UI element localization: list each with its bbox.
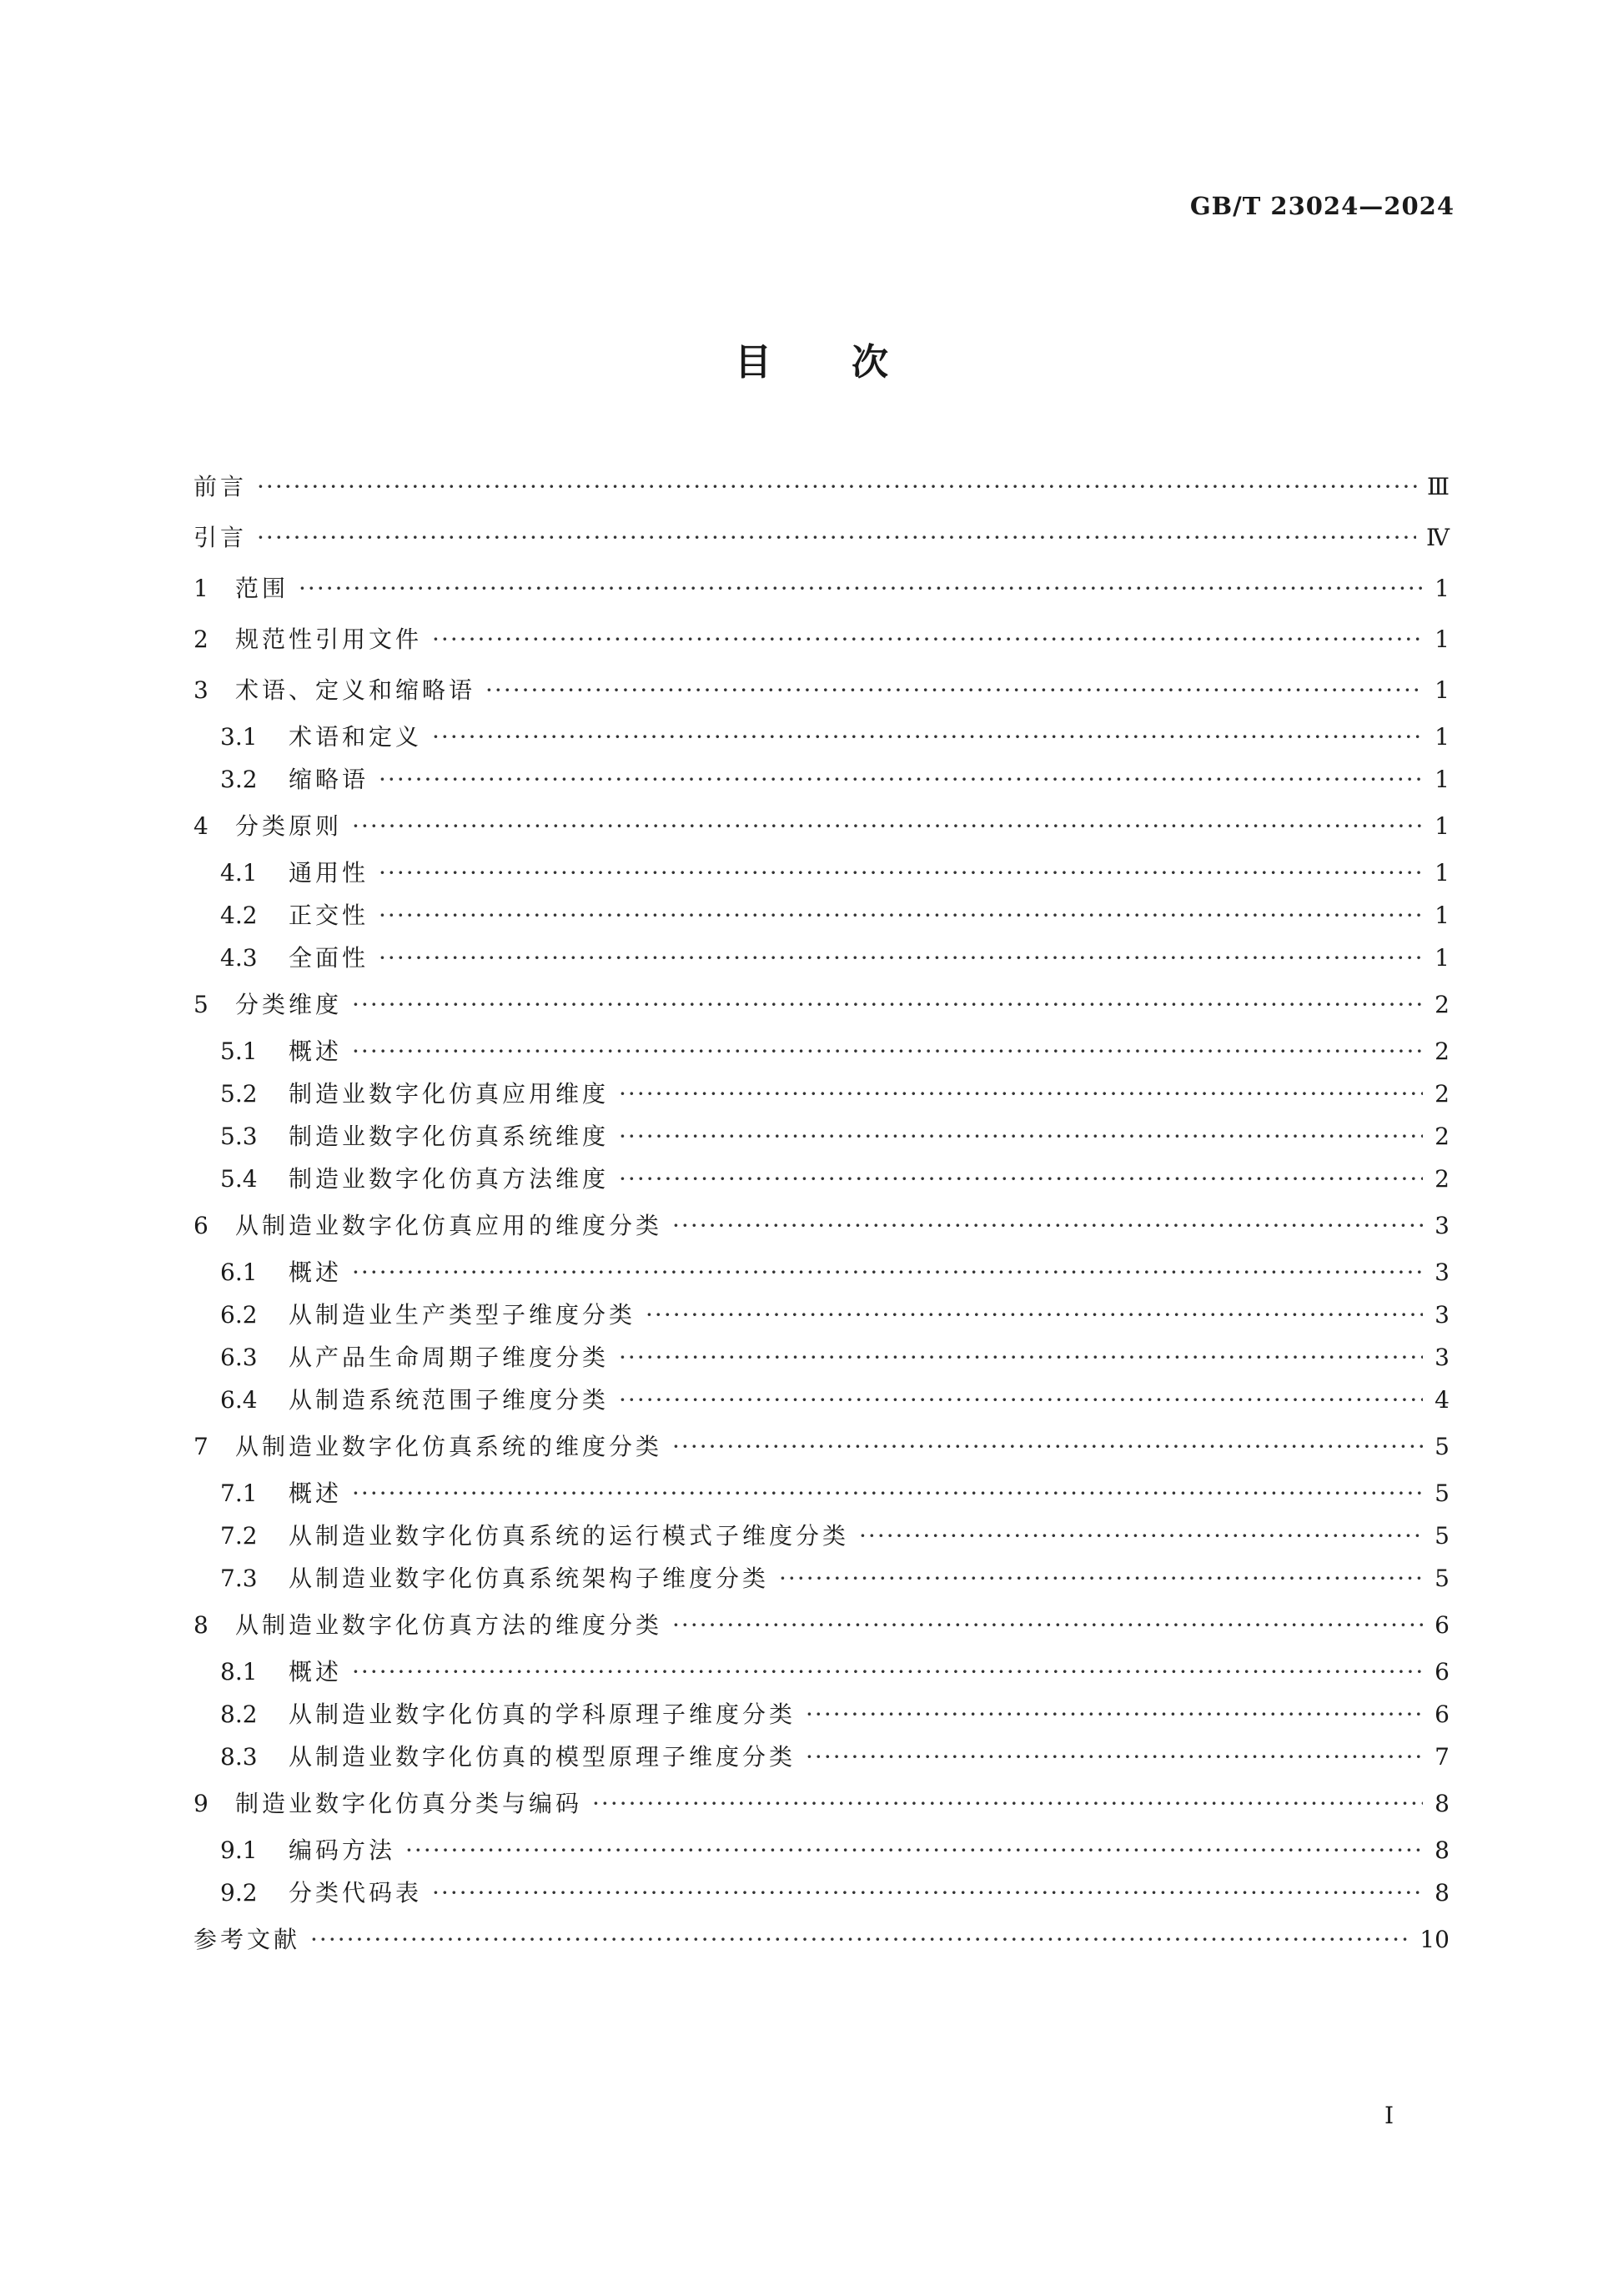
toc-entry-number: 8.3 bbox=[220, 1743, 258, 1771]
toc-entry[interactable] bbox=[193, 937, 1450, 979]
toc-entry-page: 6 bbox=[1435, 1658, 1450, 1686]
toc-entry-page: 2 bbox=[1435, 991, 1450, 1018]
toc-entry-number: 6 bbox=[193, 1212, 209, 1239]
toc-entry-page: 2 bbox=[1435, 1165, 1450, 1193]
toc-entry-label: 分类原则 bbox=[235, 812, 343, 840]
dot-leader bbox=[352, 801, 1423, 852]
toc-entry-number: 9.2 bbox=[220, 1879, 258, 1907]
toc-entry-number: 4.1 bbox=[220, 859, 258, 887]
toc-entry-page: 8 bbox=[1435, 1836, 1450, 1864]
toc-entry-page: 2 bbox=[1435, 1037, 1450, 1065]
toc-entry-page: 6 bbox=[1435, 1611, 1450, 1639]
toc-entry-number: 5.2 bbox=[220, 1080, 258, 1108]
dot-leader bbox=[352, 1650, 1423, 1693]
toc-entry-label: 概述 bbox=[289, 1480, 343, 1507]
toc-entry-label: 分类代码表 bbox=[289, 1879, 423, 1907]
toc-entry-label: 制造业数字化仿真分类与编码 bbox=[235, 1790, 583, 1817]
toc-entry-number: 5.3 bbox=[220, 1123, 258, 1150]
toc-entry-page: 1 bbox=[1435, 676, 1450, 704]
toc-entry-label: 规范性引用文件 bbox=[235, 625, 423, 653]
toc-entry-page: 1 bbox=[1435, 944, 1450, 972]
toc-entry-number: 4.3 bbox=[220, 944, 258, 972]
toc-entry-label: 术语、定义和缩略语 bbox=[235, 676, 476, 704]
toc-entry-number: 3.2 bbox=[220, 766, 258, 793]
toc-entry[interactable] bbox=[193, 614, 1450, 665]
toc-entry-page: 5 bbox=[1435, 1565, 1450, 1592]
dot-leader bbox=[619, 1115, 1423, 1158]
toc-entry[interactable] bbox=[193, 1379, 1450, 1421]
page-number: Ⅰ bbox=[1384, 2102, 1394, 2129]
dot-leader bbox=[352, 1472, 1423, 1515]
toc-entry-label: 从制造业数字化仿真方法的维度分类 bbox=[235, 1611, 663, 1639]
toc-entry[interactable] bbox=[193, 1251, 1450, 1294]
toc-entry-label: 分类维度 bbox=[235, 991, 343, 1018]
toc-entry[interactable] bbox=[193, 1030, 1450, 1073]
toc-entry-number: 8.2 bbox=[220, 1701, 258, 1728]
toc-entry[interactable] bbox=[193, 801, 1450, 852]
toc-entry-label: 从产品生命周期子维度分类 bbox=[289, 1344, 610, 1371]
dot-leader bbox=[432, 614, 1423, 665]
toc-entry-label: 从制造业数字化仿真系统架构子维度分类 bbox=[289, 1565, 770, 1592]
toc-entry-label: 从制造业生产类型子维度分类 bbox=[289, 1301, 636, 1329]
toc-entry[interactable] bbox=[193, 758, 1450, 801]
dot-leader bbox=[379, 894, 1423, 937]
toc-entry[interactable] bbox=[193, 1871, 1450, 1914]
toc-entry[interactable] bbox=[193, 1829, 1450, 1871]
toc-entry-page: 2 bbox=[1435, 1123, 1450, 1150]
toc-entry-number: 7 bbox=[193, 1433, 209, 1460]
dot-leader bbox=[299, 563, 1423, 614]
toc-entry-page: Ⅳ bbox=[1426, 524, 1450, 551]
toc-entry-label: 通用性 bbox=[289, 859, 369, 887]
toc-entry-page: 5 bbox=[1435, 1480, 1450, 1507]
dot-leader bbox=[859, 1515, 1423, 1557]
toc-entry[interactable] bbox=[193, 716, 1450, 758]
toc-entry[interactable] bbox=[193, 1472, 1450, 1515]
toc-entry-number: 2 bbox=[193, 625, 209, 653]
toc-entry-page: 3 bbox=[1435, 1344, 1450, 1371]
toc-entry-page: 3 bbox=[1435, 1212, 1450, 1239]
dot-leader bbox=[310, 1914, 1409, 1965]
dot-leader bbox=[379, 852, 1423, 894]
toc-entry-page: Ⅲ bbox=[1426, 473, 1450, 500]
dot-leader bbox=[619, 1336, 1423, 1379]
toc-entry-label: 概述 bbox=[289, 1658, 343, 1686]
toc-entry-page: 5 bbox=[1435, 1522, 1450, 1550]
toc-entry-page: 4 bbox=[1435, 1386, 1450, 1414]
toc-entry-number: 7.1 bbox=[220, 1480, 258, 1507]
toc-entry-page: 3 bbox=[1435, 1259, 1450, 1286]
dot-leader bbox=[257, 461, 1417, 512]
toc-entry-number: 6.3 bbox=[220, 1344, 258, 1371]
toc-entry-label: 从制造系统范围子维度分类 bbox=[289, 1386, 610, 1414]
dot-leader bbox=[352, 979, 1423, 1030]
toc-entry-label: 全面性 bbox=[289, 944, 369, 972]
table-of-contents bbox=[193, 461, 1450, 1965]
toc-entry-number: 8.1 bbox=[220, 1658, 258, 1686]
dot-leader bbox=[806, 1736, 1423, 1778]
toc-entry-number: 5.1 bbox=[220, 1037, 258, 1065]
toc-entry-number: 9.1 bbox=[220, 1836, 258, 1864]
toc-entry[interactable] bbox=[193, 1914, 1450, 1965]
toc-entry-number: 4 bbox=[193, 812, 209, 840]
dot-leader bbox=[257, 512, 1416, 563]
toc-entry-number: 3 bbox=[193, 676, 209, 704]
toc-entry-number: 4.2 bbox=[220, 902, 258, 929]
dot-leader bbox=[619, 1073, 1423, 1115]
toc-entry-label: 从制造业数字化仿真应用的维度分类 bbox=[235, 1212, 663, 1239]
toc-entry-page: 6 bbox=[1435, 1701, 1450, 1728]
toc-entry-page: 10 bbox=[1419, 1926, 1450, 1953]
dot-leader bbox=[592, 1778, 1423, 1829]
toc-entry[interactable] bbox=[193, 1294, 1450, 1336]
toc-entry-number: 6.4 bbox=[220, 1386, 258, 1414]
toc-entry-number: 6.1 bbox=[220, 1259, 258, 1286]
dot-leader bbox=[646, 1294, 1423, 1336]
toc-entry-page: 1 bbox=[1435, 812, 1450, 840]
toc-entry-label: 概述 bbox=[289, 1259, 343, 1286]
toc-entry-label: 缩略语 bbox=[289, 766, 369, 793]
toc-entry-number: 7.2 bbox=[220, 1522, 258, 1550]
toc-entry[interactable] bbox=[193, 461, 1450, 512]
toc-entry-number: 9 bbox=[193, 1790, 209, 1817]
toc-entry[interactable] bbox=[193, 852, 1450, 894]
toc-entry[interactable] bbox=[193, 665, 1450, 716]
toc-entry-number: 5 bbox=[193, 991, 209, 1018]
toc-entry-label: 参考文献 bbox=[193, 1926, 301, 1953]
toc-entry[interactable] bbox=[193, 1421, 1450, 1472]
toc-entry[interactable] bbox=[193, 1073, 1450, 1115]
toc-entry[interactable] bbox=[193, 1693, 1450, 1736]
dot-leader bbox=[485, 665, 1423, 716]
toc-entry-page: 8 bbox=[1435, 1879, 1450, 1907]
toc-entry-page: 1 bbox=[1435, 723, 1450, 751]
toc-entry-number: 7.3 bbox=[220, 1565, 258, 1592]
dot-leader bbox=[779, 1557, 1423, 1600]
toc-entry-number: 1 bbox=[193, 575, 209, 602]
toc-entry[interactable] bbox=[193, 1115, 1450, 1158]
toc-entry-label: 从制造业数字化仿真的学科原理子维度分类 bbox=[289, 1701, 796, 1728]
dot-leader bbox=[405, 1829, 1423, 1871]
dot-leader bbox=[379, 758, 1423, 801]
dot-leader bbox=[619, 1379, 1423, 1421]
dot-leader bbox=[432, 716, 1423, 758]
toc-entry-page: 1 bbox=[1435, 859, 1450, 887]
dot-leader bbox=[352, 1030, 1423, 1073]
dot-leader bbox=[672, 1421, 1423, 1472]
toc-entry-number: 3.1 bbox=[220, 723, 258, 751]
toc-entry-page: 5 bbox=[1435, 1433, 1450, 1460]
toc-entry[interactable] bbox=[193, 512, 1450, 563]
toc-entry-label: 制造业数字化仿真应用维度 bbox=[289, 1080, 610, 1108]
toc-entry[interactable] bbox=[193, 1600, 1450, 1650]
toc-entry-number: 5.4 bbox=[220, 1165, 258, 1193]
toc-entry-label: 前言 bbox=[193, 473, 248, 500]
toc-entry-page: 1 bbox=[1435, 902, 1450, 929]
toc-entry-page: 2 bbox=[1435, 1080, 1450, 1108]
dot-leader bbox=[379, 937, 1423, 979]
toc-entry-label: 引言 bbox=[193, 524, 248, 551]
toc-entry-label: 编码方法 bbox=[289, 1836, 396, 1864]
toc-entry-label: 正交性 bbox=[289, 902, 369, 929]
toc-entry[interactable] bbox=[193, 1336, 1450, 1379]
toc-entry[interactable] bbox=[193, 1736, 1450, 1778]
toc-entry[interactable] bbox=[193, 1650, 1450, 1693]
toc-entry-page: 1 bbox=[1435, 575, 1450, 602]
toc-entry[interactable] bbox=[193, 1515, 1450, 1557]
toc-entry-number: 6.2 bbox=[220, 1301, 258, 1329]
toc-entry-label: 从制造业数字化仿真系统的运行模式子维度分类 bbox=[289, 1522, 850, 1550]
toc-entry[interactable] bbox=[193, 894, 1450, 937]
toc-entry-number: 8 bbox=[193, 1611, 209, 1639]
dot-leader bbox=[352, 1251, 1423, 1294]
standard-code: GB/T 23024—2024 bbox=[1189, 192, 1455, 220]
toc-entry[interactable] bbox=[193, 1200, 1450, 1251]
toc-entry-label: 概述 bbox=[289, 1037, 343, 1065]
toc-entry-label: 术语和定义 bbox=[289, 723, 423, 751]
toc-entry-page: 8 bbox=[1435, 1790, 1450, 1817]
toc-entry[interactable] bbox=[193, 1557, 1450, 1600]
toc-entry-page: 1 bbox=[1435, 625, 1450, 653]
page-title: 目次 bbox=[735, 341, 968, 384]
dot-leader bbox=[672, 1600, 1423, 1650]
dot-leader bbox=[806, 1693, 1423, 1736]
toc-entry[interactable] bbox=[193, 979, 1450, 1030]
toc-entry-label: 制造业数字化仿真系统维度 bbox=[289, 1123, 610, 1150]
toc-entry-page: 3 bbox=[1435, 1301, 1450, 1329]
toc-entry-page: 7 bbox=[1435, 1743, 1450, 1771]
toc-entry[interactable] bbox=[193, 1778, 1450, 1829]
dot-leader bbox=[619, 1158, 1423, 1200]
toc-entry-label: 范围 bbox=[235, 575, 289, 602]
toc-entry-page: 1 bbox=[1435, 766, 1450, 793]
toc-entry-label: 制造业数字化仿真方法维度 bbox=[289, 1165, 610, 1193]
dot-leader bbox=[672, 1200, 1423, 1251]
toc-entry-label: 从制造业数字化仿真系统的维度分类 bbox=[235, 1433, 663, 1460]
dot-leader bbox=[432, 1871, 1423, 1914]
toc-entry[interactable] bbox=[193, 1158, 1450, 1200]
toc-entry-label: 从制造业数字化仿真的模型原理子维度分类 bbox=[289, 1743, 796, 1771]
toc-entry[interactable] bbox=[193, 563, 1450, 614]
